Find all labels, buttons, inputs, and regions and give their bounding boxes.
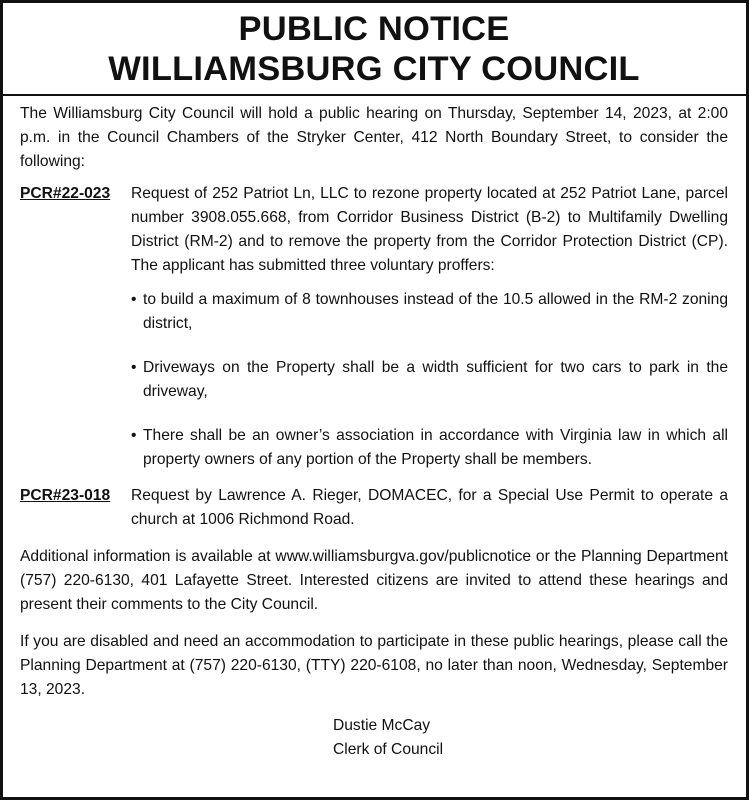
list-item: [131, 288, 728, 336]
signature-block: [20, 714, 728, 762]
proffer-list: [131, 288, 728, 472]
list-item: [131, 356, 728, 404]
signer-title: Clerk of Council: [333, 741, 444, 758]
agenda-item-code: PCR#23-018: [20, 487, 111, 504]
title-divider: [3, 94, 746, 96]
agenda-item-pcr22-023: [20, 182, 728, 278]
notice-title: [20, 3, 728, 89]
bullet-icon: •: [131, 291, 137, 308]
title-line-2: WILLIAMSBURG CITY COUNCIL: [108, 50, 640, 88]
list-item: [131, 424, 728, 472]
bullet-icon: •: [131, 427, 137, 444]
signer-name: Dustie McCay: [333, 717, 431, 734]
proffer-text: Driveways on the Property shall be a width sufficient for two cars to park in the driveway,: [143, 359, 728, 400]
agenda-item-text: Request of 252 Patriot Ln, LLC to rezone property located at 252 Patriot Lane, parcel number 3908.055.668, from Corridor Business District (B-2) to Multifamily Dwelling District (RM-2) and to remove the property from the Corridor Protection District (CP). The applicant has submitted three voluntary proffers:: [131, 185, 728, 274]
proffer-text: to build a maximum of 8 townhouses instead of the 10.5 allowed in the RM-2 zoning district,: [143, 291, 728, 332]
proffer-text: There shall be an owner’s association in accordance with Virginia law in which all property owners of any portion of the Property shall be members.: [143, 427, 728, 468]
notice-content: [3, 3, 746, 762]
additional-info-paragraph: Additional information is available at www.williamsburgva.gov/publicnotice or the Planning Department (757) 220-6130, 401 Lafayette Street. Interested citizens are invited to attend these hearings and present their comments to the City Council.: [20, 548, 728, 613]
intro-paragraph: The Williamsburg City Council will hold a public hearing on Thursday, September 14, 2023, at 2:00 p.m. in the Council Chambers of the Stryker Center, 412 North Boundary Street, to consider the following:: [20, 105, 728, 170]
agenda-item-text: Request by Lawrence A. Rieger, DOMACEC, for a Special Use Permit to operate a church at 1006 Richmond Road.: [131, 487, 728, 528]
accommodation-paragraph: If you are disabled and need an accommodation to participate in these public hearings, please call the Planning Department at (757) 220-6130, (TTY) 220-6108, no later than noon, Wednesday, September 13, 2023.: [20, 633, 728, 698]
title-line-1: PUBLIC NOTICE: [238, 10, 510, 48]
agenda-item-code: PCR#22-023: [20, 185, 111, 202]
bullet-icon: •: [131, 359, 137, 376]
agenda-item-pcr23-018: [20, 484, 728, 532]
